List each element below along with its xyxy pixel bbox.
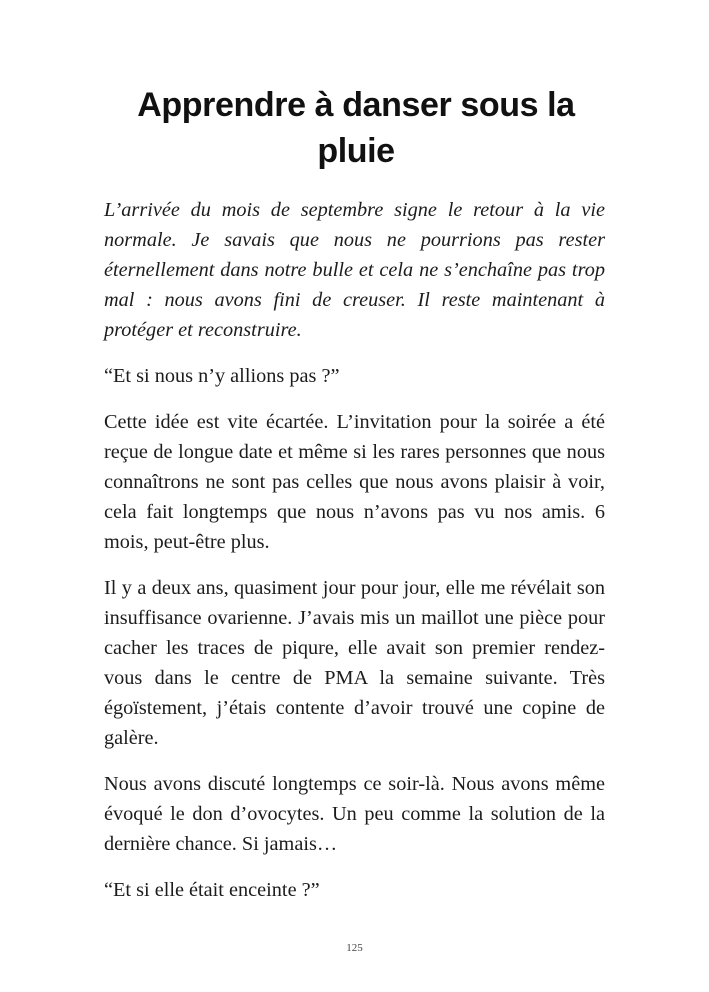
paragraph-dialogue-2: “Et si elle était enceinte ?” [104,879,320,901]
paragraph-intro: L’arrivée du mois de septembre signe le retour à la vie normale. Je savais que nous ne pourrions pas rester éternellement dans notre bulle et cela ne s’enchaîne pas trop mal : nous avons fini de creuser. Il reste maintenant à protéger et reconstruire. [104,199,605,341]
page-number: 125 [346,942,363,954]
paragraph-4: Il y a deux ans, quasiment jour pour jour, elle me révélait son insuffisance ovarienne. J’avais mis un maillot une pièce pour cacher les traces de piqure, elle avait son premier rendez-vous dans le centre de PMA la semaine suivante. Très égoïstement, j’étais contente d’avoir trouvé une copine de galère. [104,577,605,749]
chapter-title: Apprendre à danser sous la pluie [137,86,575,170]
paragraph-5: Nous avons discuté longtemps ce soir-là. Nous avons même évoqué le don d’ovocytes. Un peu comme la solution de la dernière chance. Si jamais… [104,773,605,855]
chapter-body [104,195,605,921]
paragraph-dialogue-1: “Et si nous n’y allions pas ?” [104,365,340,387]
paragraph-3: Cette idée est vite écartée. L’invitation pour la soirée a été reçue de longue date et même si les rares personnes que nous connaîtrons ne sont pas celles que nous avons plaisir à voir, cela fait longtemps que nous n’avons pas vu nos amis. 6 mois, peut-être plus. [104,411,605,553]
